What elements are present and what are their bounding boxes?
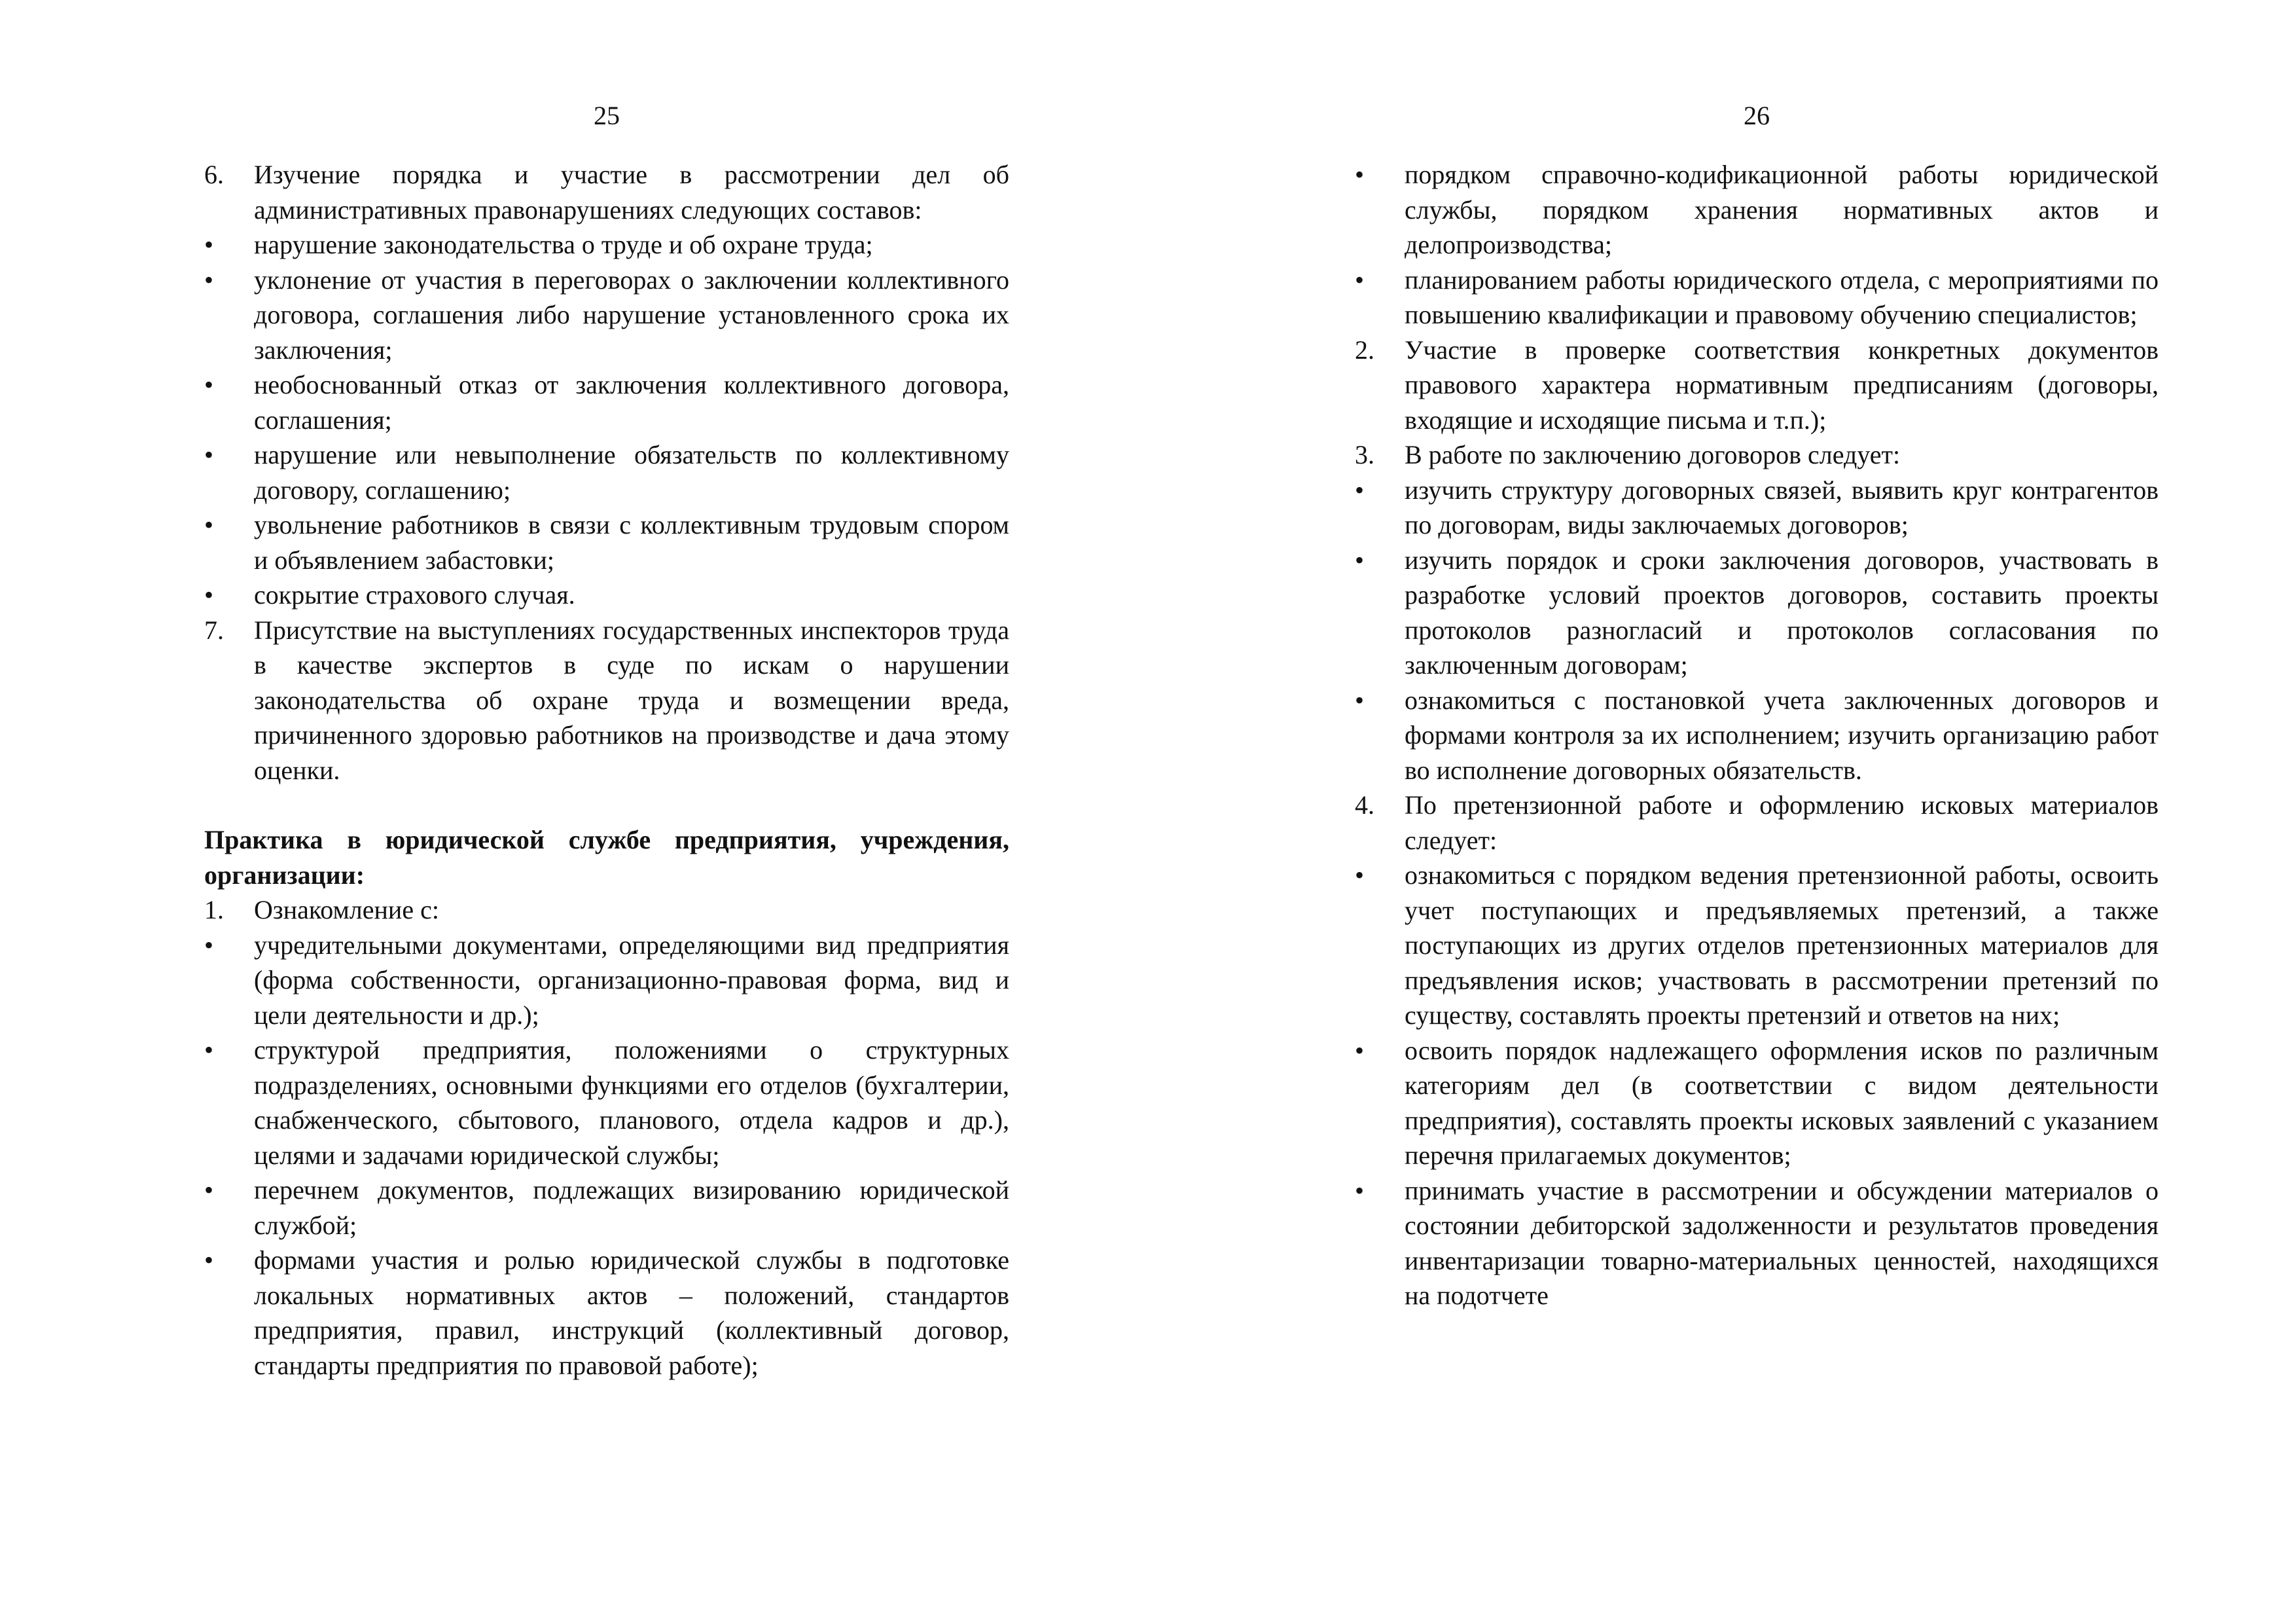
bullet-icon: • xyxy=(204,510,214,539)
list-item-text: сокрытие страхового случая. xyxy=(254,580,575,610)
list-item-text: структурой предприятия, положениями о структурных подразделениях, основными функциями его отделов (бухгалтерии, снабженческого, сбытового, планового, отдела кадров и др.), целями и задачами юридической службы; xyxy=(254,1035,1009,1170)
list-item xyxy=(1355,858,2159,1033)
bullet-icon: • xyxy=(1355,160,1365,189)
bullet-icon: • xyxy=(1355,264,1365,295)
list-item-text: ознакомиться с постановкой учета заключенных договоров и формами контроля за их исполнением; изучить организацию работ во исполнение договорных обязательств. xyxy=(1405,685,2159,785)
list-marker: 7. xyxy=(204,615,224,645)
list-item xyxy=(1355,1033,2159,1173)
list-item xyxy=(204,227,1009,263)
list-item-text: изучить структуру договорных связей, выявить круг контрагентов по договорам, виды заключаемых договоров; xyxy=(1405,475,2159,539)
page-content xyxy=(204,157,1009,1383)
list-item xyxy=(204,928,1009,1033)
list-item xyxy=(204,263,1009,368)
list-item xyxy=(204,1243,1009,1383)
list-marker: 1. xyxy=(204,895,224,924)
list-marker: 4. xyxy=(1355,790,1374,820)
list-item xyxy=(1355,333,2159,438)
list-item xyxy=(204,892,1009,928)
list-item xyxy=(1355,1173,2159,1313)
list-item-text: изучить порядок и сроки заключения договоров, участвовать в разработке условий проектов договоров, составить проекты протоколов разногласий и протоколов согласования по заключенным договорам; xyxy=(1405,545,2159,680)
list-item xyxy=(1355,683,2159,788)
bullet-icon: • xyxy=(204,1245,214,1275)
list-item xyxy=(204,157,1009,227)
section-heading: Практика в юридической службе предприятия, учреждения, организации: xyxy=(204,825,1009,890)
list-item xyxy=(204,437,1009,507)
left-page xyxy=(204,0,1009,1623)
list-item-text: порядком справочно-кодификационной работы юридической службы, порядком хранения нормативных актов и делопроизводства; xyxy=(1405,160,2159,259)
bullet-icon: • xyxy=(204,370,214,399)
bullet-icon: • xyxy=(204,264,214,295)
bullet-icon: • xyxy=(204,580,214,610)
page-number: 26 xyxy=(1744,101,1770,130)
list-item xyxy=(1355,437,2159,473)
list-item xyxy=(204,507,1009,577)
page-content xyxy=(1355,157,2159,1313)
list-marker: 2. xyxy=(1355,335,1374,365)
list-item-text: Ознакомление с: xyxy=(254,895,439,924)
list-item xyxy=(204,577,1009,613)
bullet-icon: • xyxy=(204,440,214,469)
list-item-text: нарушение законодательства о труде и об охране труда; xyxy=(254,230,873,259)
list-item-text: необоснованный отказ от заключения коллективного договора, соглашения; xyxy=(254,370,1009,435)
right-page xyxy=(1355,0,2159,1623)
list-item-text: увольнение работников в связи с коллективным трудовым спором и объявлением забастовки; xyxy=(254,510,1009,575)
list-item xyxy=(204,367,1009,437)
list-item xyxy=(1355,543,2159,683)
list-item xyxy=(204,613,1009,788)
page-number: 25 xyxy=(594,101,620,130)
list-item-text: Присутствие на выступлениях государственных инспекторов труда в качестве экспертов в суде по искам о нарушении законодательства об охране труда и возмещении вреда, причиненного здоровью работников на производстве и дача этому оценки. xyxy=(254,615,1009,785)
list-item-text: перечнем документов, подлежащих визированию юридической службой; xyxy=(254,1175,1009,1240)
list-item xyxy=(1355,788,2159,858)
list-item-text: ознакомиться с порядком ведения претензионной работы, освоить учет поступающих и предъявляемых претензий, а также поступающих из других отделов претензионных материалов для предъявления исков; участвовать в рассмотрении претензий по существу, составлять проекты претензий и ответов на них; xyxy=(1405,860,2159,1030)
bullet-icon: • xyxy=(1355,1035,1365,1065)
bullet-icon: • xyxy=(1355,685,1365,715)
bullet-icon: • xyxy=(204,230,214,259)
list-item xyxy=(1355,473,2159,543)
bullet-icon: • xyxy=(1355,1175,1365,1205)
list-item-text: уклонение от участия в переговорах о заключении коллективного договора, соглашения либо нарушение установленного срока их заключения; xyxy=(254,264,1009,365)
list-item-text: планированием работы юридического отдела, с мероприятиями по повышению квалификации и правовому обучению специалистов; xyxy=(1405,264,2159,329)
list-marker: 3. xyxy=(1355,440,1374,469)
list-marker: 6. xyxy=(204,160,224,189)
bullet-icon: • xyxy=(204,1035,214,1065)
list-item-text: освоить порядок надлежащего оформления исков по различным категориям дел (в соответствии с видом деятельности предприятия), составлять проекты исковых заявлений с указанием перечня прилагаемых документов; xyxy=(1405,1035,2159,1170)
list-item-text: формами участия и ролью юридической службы в подготовке локальных нормативных актов – положений, стандартов предприятия, правил, инструкций (коллективный договор, стандарты предприятия по правовой работе); xyxy=(254,1245,1009,1380)
list-item-text: нарушение или невыполнение обязательств по коллективному договору, соглашению; xyxy=(254,440,1009,505)
list-item xyxy=(204,1032,1009,1173)
list-item-text: В работе по заключению договоров следует: xyxy=(1405,440,1901,469)
bullet-icon: • xyxy=(204,1175,214,1205)
list-item-text: Участие в проверке соответствия конкретных документов правового характера нормативным предписаниям (договоры, входящие и исходящие письма и т.п.); xyxy=(1405,335,2159,435)
bullet-icon: • xyxy=(1355,475,1365,505)
list-item-text: принимать участие в рассмотрении и обсуждении материалов о состоянии дебиторской задолженности и результатов проведения инвентаризации товарно-материальных ценностей, находящихся на подотчете xyxy=(1405,1175,2159,1310)
list-item xyxy=(1355,263,2159,333)
bullet-icon: • xyxy=(1355,860,1365,890)
list-item-text: учредительными документами, определяющими вид предприятия (форма собственности, организационно-правовая форма, вид и цели деятельности и др.); xyxy=(254,930,1009,1030)
bullet-icon: • xyxy=(1355,545,1365,575)
list-item xyxy=(1355,157,2159,263)
list-item xyxy=(204,1173,1009,1243)
list-item-text: Изучение порядка и участие в рассмотрении дел об административных правонарушениях следующих составов: xyxy=(254,160,1009,225)
bullet-icon: • xyxy=(204,930,214,960)
list-item-text: По претензионной работе и оформлению исковых материалов следует: xyxy=(1405,790,2159,855)
